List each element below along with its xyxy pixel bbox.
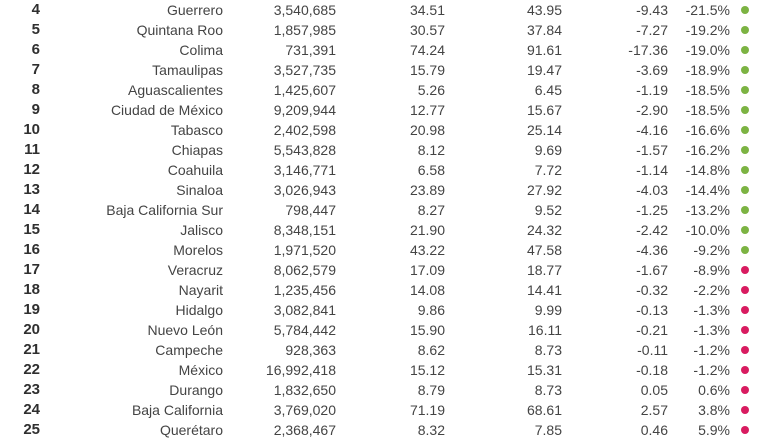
rank-cell: 20 <box>23 321 40 338</box>
difference-cell: -0.21 <box>636 322 668 338</box>
difference-cell: 0.46 <box>640 422 668 438</box>
table-row <box>0 20 768 40</box>
population-cell: 2,402,598 <box>273 122 336 138</box>
value-1-cell: 8.12 <box>417 142 445 158</box>
percent-change-cell: -9.2% <box>693 242 730 258</box>
population-cell: 1,971,520 <box>273 242 336 258</box>
status-dot-icon <box>741 306 749 314</box>
status-dot-icon <box>741 266 749 274</box>
table-row <box>0 280 768 300</box>
value-2-cell: 43.95 <box>526 2 562 18</box>
value-1-cell: 9.86 <box>417 302 445 318</box>
population-cell: 5,784,442 <box>273 322 336 338</box>
value-1-cell: 20.98 <box>409 122 445 138</box>
value-2-cell: 47.58 <box>526 242 562 258</box>
table-row <box>0 260 768 280</box>
table-row <box>0 340 768 360</box>
value-1-cell: 15.90 <box>409 322 445 338</box>
value-1-cell: 17.09 <box>409 262 445 278</box>
population-cell: 731,391 <box>285 42 336 58</box>
rank-cell: 13 <box>23 181 40 198</box>
state-name-cell: Baja California <box>131 402 223 418</box>
state-name-cell: México <box>178 362 223 378</box>
status-dot-icon <box>741 6 749 14</box>
value-2-cell: 15.67 <box>526 102 562 118</box>
table-row <box>0 80 768 100</box>
difference-cell: 0.05 <box>640 382 668 398</box>
status-dot-icon <box>741 406 749 414</box>
status-dot-icon <box>741 126 749 134</box>
population-cell: 9,209,944 <box>273 102 336 118</box>
value-1-cell: 12.77 <box>409 102 445 118</box>
difference-cell: -1.57 <box>636 142 668 158</box>
difference-cell: -4.36 <box>636 242 668 258</box>
percent-change-cell: -14.8% <box>685 162 730 178</box>
rank-cell: 7 <box>31 61 40 78</box>
state-name-cell: Hidalgo <box>175 302 223 318</box>
value-2-cell: 15.31 <box>526 362 562 378</box>
status-dot-icon <box>741 86 749 94</box>
state-name-cell: Coahuila <box>167 162 223 178</box>
percent-change-cell: -18.5% <box>685 82 730 98</box>
table-row <box>0 100 768 120</box>
difference-cell: -1.19 <box>636 82 668 98</box>
value-1-cell: 23.89 <box>409 182 445 198</box>
value-2-cell: 24.32 <box>526 222 562 238</box>
table-row <box>0 140 768 160</box>
difference-cell: -1.25 <box>636 202 668 218</box>
value-2-cell: 6.45 <box>534 82 562 98</box>
population-cell: 16,992,418 <box>265 362 336 378</box>
table-row <box>0 180 768 200</box>
value-1-cell: 34.51 <box>409 2 445 18</box>
table-row <box>0 200 768 220</box>
table-row <box>0 220 768 240</box>
status-dot-icon <box>741 206 749 214</box>
difference-cell: -17.36 <box>628 42 668 58</box>
value-2-cell: 37.84 <box>526 22 562 38</box>
population-cell: 3,146,771 <box>273 162 336 178</box>
difference-cell: 2.57 <box>640 402 668 418</box>
value-1-cell: 30.57 <box>409 22 445 38</box>
value-2-cell: 16.11 <box>528 322 562 338</box>
percent-change-cell: -18.5% <box>685 102 730 118</box>
percent-change-cell: -21.5% <box>685 2 730 18</box>
population-cell: 1,832,650 <box>273 382 336 398</box>
value-1-cell: 6.58 <box>417 162 445 178</box>
percent-change-cell: -14.4% <box>685 182 730 198</box>
percent-change-cell: -1.3% <box>693 322 730 338</box>
population-cell: 1,425,607 <box>273 82 336 98</box>
table-row <box>0 40 768 60</box>
state-name-cell: Querétaro <box>159 422 223 438</box>
rank-cell: 12 <box>23 161 40 178</box>
difference-cell: -3.69 <box>636 62 668 78</box>
population-cell: 8,348,151 <box>273 222 336 238</box>
rank-cell: 6 <box>31 41 40 58</box>
state-name-cell: Colima <box>179 42 223 58</box>
state-name-cell: Aguascalientes <box>128 82 223 98</box>
population-cell: 8,062,579 <box>273 262 336 278</box>
value-2-cell: 7.72 <box>534 162 562 178</box>
difference-cell: -2.90 <box>636 102 668 118</box>
status-dot-icon <box>741 326 749 334</box>
value-1-cell: 15.12 <box>409 362 445 378</box>
difference-cell: -1.14 <box>636 162 668 178</box>
value-1-cell: 8.32 <box>417 422 445 438</box>
status-dot-icon <box>741 106 749 114</box>
status-dot-icon <box>741 386 749 394</box>
difference-cell: -0.18 <box>636 362 668 378</box>
population-cell: 3,769,020 <box>273 402 336 418</box>
state-name-cell: Guerrero <box>166 2 223 18</box>
difference-cell: -4.16 <box>636 122 668 138</box>
rank-cell: 4 <box>31 1 40 18</box>
rank-cell: 11 <box>24 141 40 158</box>
rank-cell: 15 <box>23 221 40 238</box>
status-dot-icon <box>741 146 749 154</box>
population-cell: 3,026,943 <box>273 182 336 198</box>
rank-cell: 19 <box>23 301 40 318</box>
population-cell: 3,527,735 <box>273 62 336 78</box>
percent-change-cell: -19.2% <box>685 22 730 38</box>
table-row <box>0 120 768 140</box>
state-name-cell: Durango <box>169 382 223 398</box>
status-dot-icon <box>741 366 749 374</box>
status-dot-icon <box>741 346 749 354</box>
value-1-cell: 8.62 <box>417 342 445 358</box>
value-2-cell: 19.47 <box>526 62 562 78</box>
table-row <box>0 160 768 180</box>
state-name-cell: Jalisco <box>180 222 223 238</box>
rank-cell: 17 <box>23 261 40 278</box>
difference-cell: -7.27 <box>636 22 668 38</box>
rank-cell: 16 <box>23 241 40 258</box>
value-1-cell: 8.79 <box>417 382 445 398</box>
table-row <box>0 300 768 320</box>
status-dot-icon <box>741 166 749 174</box>
value-2-cell: 9.52 <box>534 202 562 218</box>
population-cell: 2,368,467 <box>273 422 336 438</box>
value-2-cell: 18.77 <box>526 262 562 278</box>
status-dot-icon <box>741 426 749 434</box>
status-dot-icon <box>741 286 749 294</box>
value-2-cell: 8.73 <box>534 382 562 398</box>
table-row <box>0 60 768 80</box>
rank-cell: 24 <box>23 401 40 418</box>
rank-cell: 25 <box>23 421 40 438</box>
value-2-cell: 25.14 <box>526 122 562 138</box>
percent-change-cell: -8.9% <box>693 262 730 278</box>
value-1-cell: 15.79 <box>409 62 445 78</box>
status-dot-icon <box>741 66 749 74</box>
percent-change-cell: 3.8% <box>698 402 730 418</box>
table-row <box>0 0 768 20</box>
state-name-cell: Chiapas <box>171 142 223 158</box>
population-cell: 5,543,828 <box>273 142 336 158</box>
value-1-cell: 71.19 <box>409 402 445 418</box>
rank-cell: 23 <box>23 381 40 398</box>
value-1-cell: 8.27 <box>417 202 445 218</box>
status-dot-icon <box>741 226 749 234</box>
value-1-cell: 21.90 <box>409 222 445 238</box>
state-name-cell: Nayarit <box>178 282 223 298</box>
table-row <box>0 380 768 400</box>
state-name-cell: Baja California Sur <box>106 202 223 218</box>
difference-cell: -0.32 <box>636 282 668 298</box>
population-cell: 1,857,985 <box>273 22 336 38</box>
difference-cell: -4.03 <box>636 182 668 198</box>
population-cell: 3,540,685 <box>273 2 336 18</box>
state-name-cell: Quintana Roo <box>136 22 223 38</box>
rank-cell: 22 <box>23 361 40 378</box>
status-dot-icon <box>741 26 749 34</box>
percent-change-cell: -13.2% <box>685 202 730 218</box>
percent-change-cell: 0.6% <box>698 382 730 398</box>
value-2-cell: 8.73 <box>534 342 562 358</box>
percent-change-cell: -16.2% <box>685 142 730 158</box>
table-row <box>0 400 768 420</box>
table-row <box>0 320 768 340</box>
value-1-cell: 74.24 <box>409 42 445 58</box>
percent-change-cell: 5.9% <box>698 422 730 438</box>
value-2-cell: 9.69 <box>534 142 562 158</box>
percent-change-cell: -1.2% <box>693 342 730 358</box>
table-row <box>0 420 768 440</box>
rank-cell: 8 <box>31 81 40 98</box>
state-name-cell: Tamaulipas <box>152 62 223 78</box>
value-2-cell: 9.99 <box>534 302 562 318</box>
value-2-cell: 7.85 <box>534 422 562 438</box>
value-2-cell: 14.41 <box>526 282 562 298</box>
state-name-cell: Tabasco <box>170 122 223 138</box>
percent-change-cell: -16.6% <box>685 122 730 138</box>
population-cell: 798,447 <box>285 202 336 218</box>
percent-change-cell: -19.0% <box>685 42 730 58</box>
state-name-cell: Ciudad de México <box>110 102 223 118</box>
value-1-cell: 43.22 <box>409 242 445 258</box>
percent-change-cell: -2.2% <box>693 282 730 298</box>
table-row <box>0 360 768 380</box>
population-cell: 3,082,841 <box>273 302 336 318</box>
state-name-cell: Sinaloa <box>176 182 223 198</box>
difference-cell: -0.11 <box>637 342 668 358</box>
rank-cell: 18 <box>23 281 40 298</box>
state-name-cell: Campeche <box>155 342 223 358</box>
percent-change-cell: -10.0% <box>685 222 730 238</box>
rank-cell: 9 <box>31 101 40 118</box>
value-2-cell: 91.61 <box>526 42 562 58</box>
difference-cell: -0.13 <box>636 302 668 318</box>
value-2-cell: 68.61 <box>526 402 562 418</box>
state-name-cell: Nuevo León <box>147 322 223 338</box>
rank-cell: 14 <box>23 201 40 218</box>
rank-cell: 10 <box>23 121 40 138</box>
rank-cell: 5 <box>31 21 40 38</box>
population-cell: 1,235,456 <box>273 282 336 298</box>
difference-cell: -2.42 <box>636 222 668 238</box>
percent-change-cell: -1.2% <box>693 362 730 378</box>
difference-cell: -1.67 <box>636 262 668 278</box>
state-name-cell: Morelos <box>173 242 223 258</box>
percent-change-cell: -1.3% <box>693 302 730 318</box>
status-dot-icon <box>741 246 749 254</box>
rank-cell: 21 <box>23 341 40 358</box>
status-dot-icon <box>741 46 749 54</box>
value-1-cell: 14.08 <box>409 282 445 298</box>
state-name-cell: Veracruz <box>167 262 223 278</box>
value-2-cell: 27.92 <box>526 182 562 198</box>
table-row <box>0 240 768 260</box>
population-cell: 928,363 <box>285 342 336 358</box>
value-1-cell: 5.26 <box>417 82 445 98</box>
percent-change-cell: -18.9% <box>685 62 730 78</box>
difference-cell: -9.43 <box>636 2 668 18</box>
status-dot-icon <box>741 186 749 194</box>
